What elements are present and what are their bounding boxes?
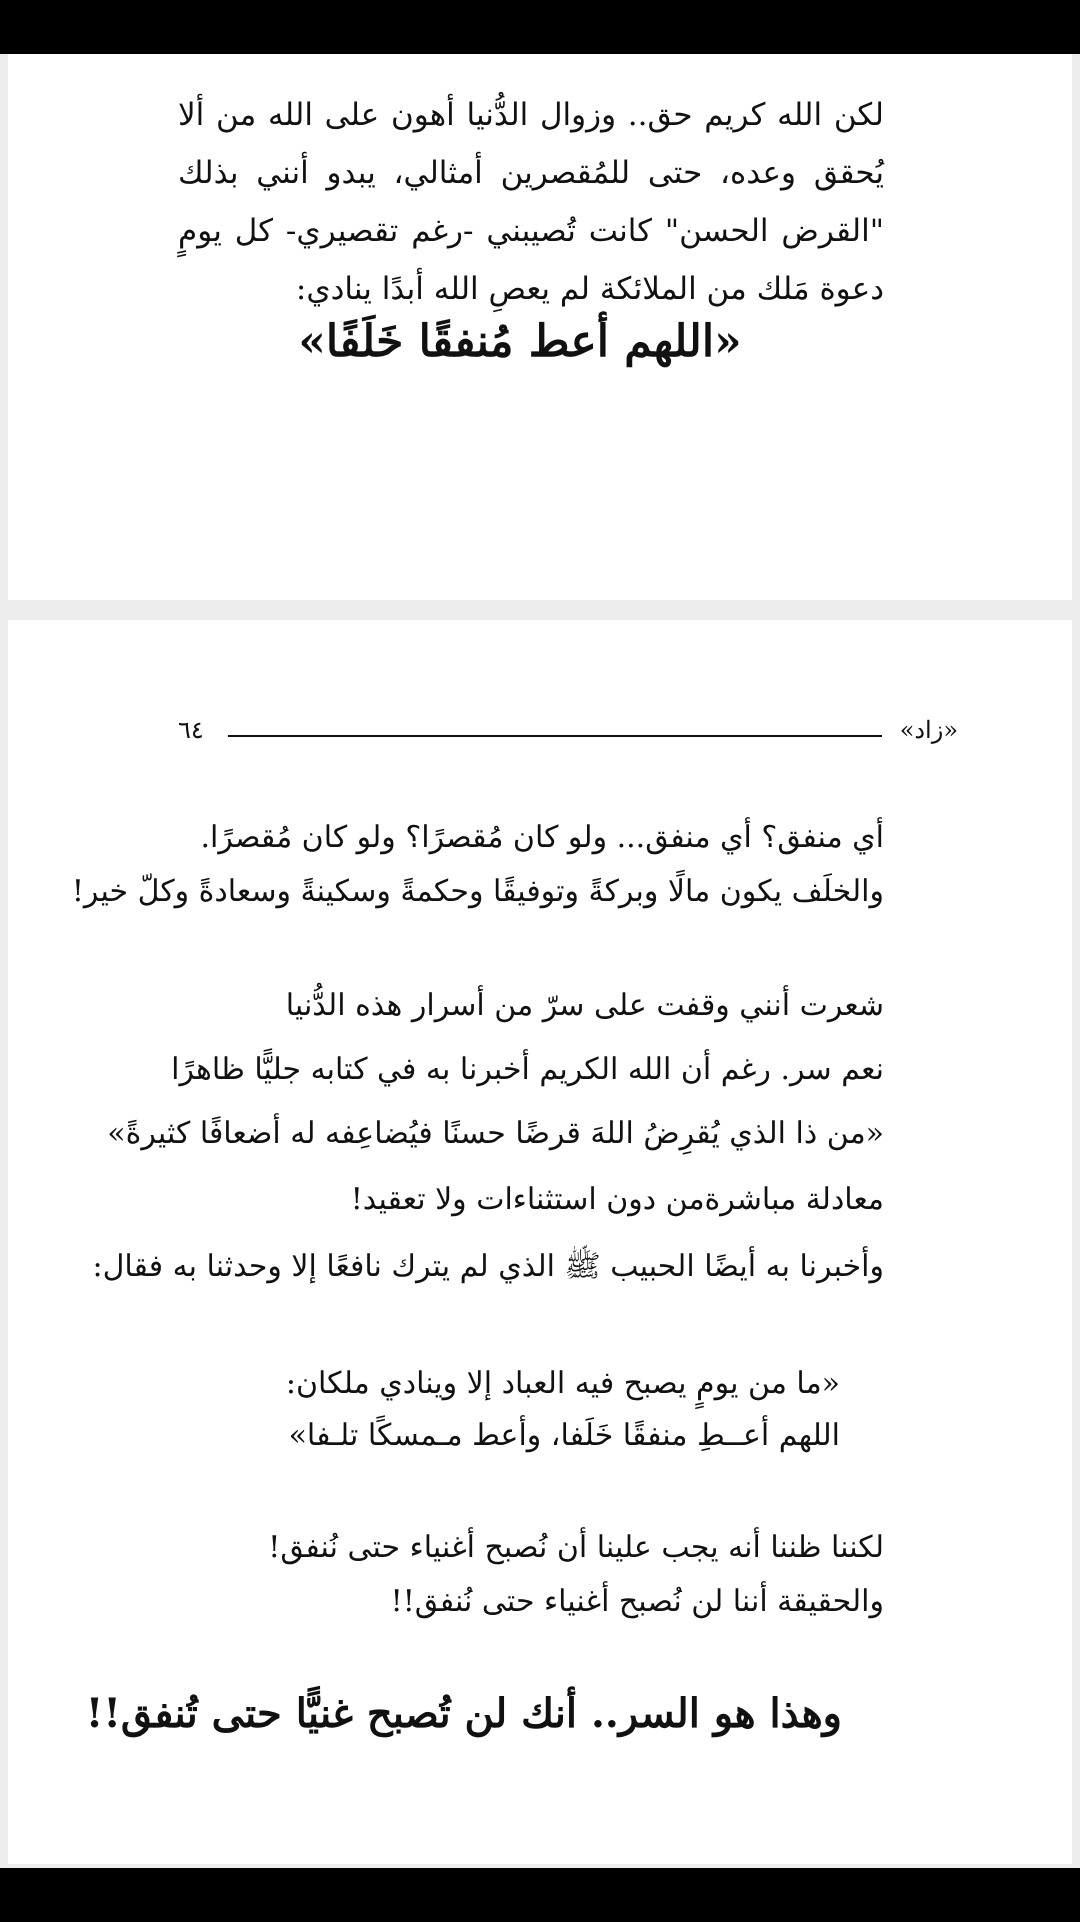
page-header — [178, 716, 958, 746]
paragraph: لكن الله كريم حق.. وزوال الدُّنيا أهون على الله من ألا يُحقق وعده، حتى للمُقصرين أمثالي، يبدو أنني بذلك "القرض الحسن" كانت تُصيبني -رغم تقصيري- كل يومٍ دعوة مَلك من الملائكة لم يعصِ الله أبدًا ينادي: — [178, 97, 884, 307]
text-line: نعم سر. رغم أن الله الكريم أخبرنا به في كتابه جليًّا ظاهرًا — [171, 1052, 884, 1087]
hadith-line: «ما من يومٍ يصبح فيه العباد إلا وينادي ملكان: — [285, 1366, 840, 1401]
final-statement: وهذا هو السر.. أنك لن تُصبح غنيًّا حتى تُنفق!! — [85, 1690, 842, 1737]
text-line: شعرت أنني وقفت على سرّ من أسرار هذه الدُّنيا — [285, 988, 884, 1023]
book-page-bottom — [8, 620, 1072, 1864]
verse-quote: «من ذا الذي يُقرِضُ اللهَ قرضًا حسنًا فيُضاعِفه له أضعافًا كثيرةً» — [107, 1116, 884, 1151]
book-page-top — [8, 54, 1072, 600]
header-rule — [228, 735, 882, 737]
top-status-bar — [0, 0, 1080, 54]
text-line: أي منفق؟ أي منفق... ولو كان مُقصرًا؟ ولو كان مُقصرًا. — [200, 820, 884, 855]
hadith-line: اللهم أعــطِ منفقًا خَلَفا، وأعط مـمسكًا تلـفا» — [288, 1418, 840, 1453]
conclusion-line: لكننا ظننا أنه يجب علينا أن نُصبح أغنياء حتى نُنفق! — [268, 1530, 884, 1565]
header-title: «زاد» — [899, 716, 958, 744]
text-line: وأخبرنا به أيضًا الحبيب ﷺ الذي لم يترك نافعًا إلا وحدثنا به فقال: — [92, 1249, 884, 1284]
text-line: معادلة مباشرةمن دون استثناءات ولا تعقيد! — [350, 1182, 884, 1217]
conclusion-line: والحقيقة أننا لن نُصبح أغنياء حتى نُنفق!! — [390, 1584, 884, 1619]
text-line: والخلَف يكون مالًا وبركةً وتوفيقًا وحكمةً وسكينةً وسعادةً وكلّ خير! — [71, 874, 884, 909]
bottom-bar — [0, 1868, 1080, 1922]
dua-quote: «اللهم أعط مُنفقًا خَلَفًا» — [298, 316, 742, 367]
page-number: ٦٤ — [178, 716, 204, 744]
